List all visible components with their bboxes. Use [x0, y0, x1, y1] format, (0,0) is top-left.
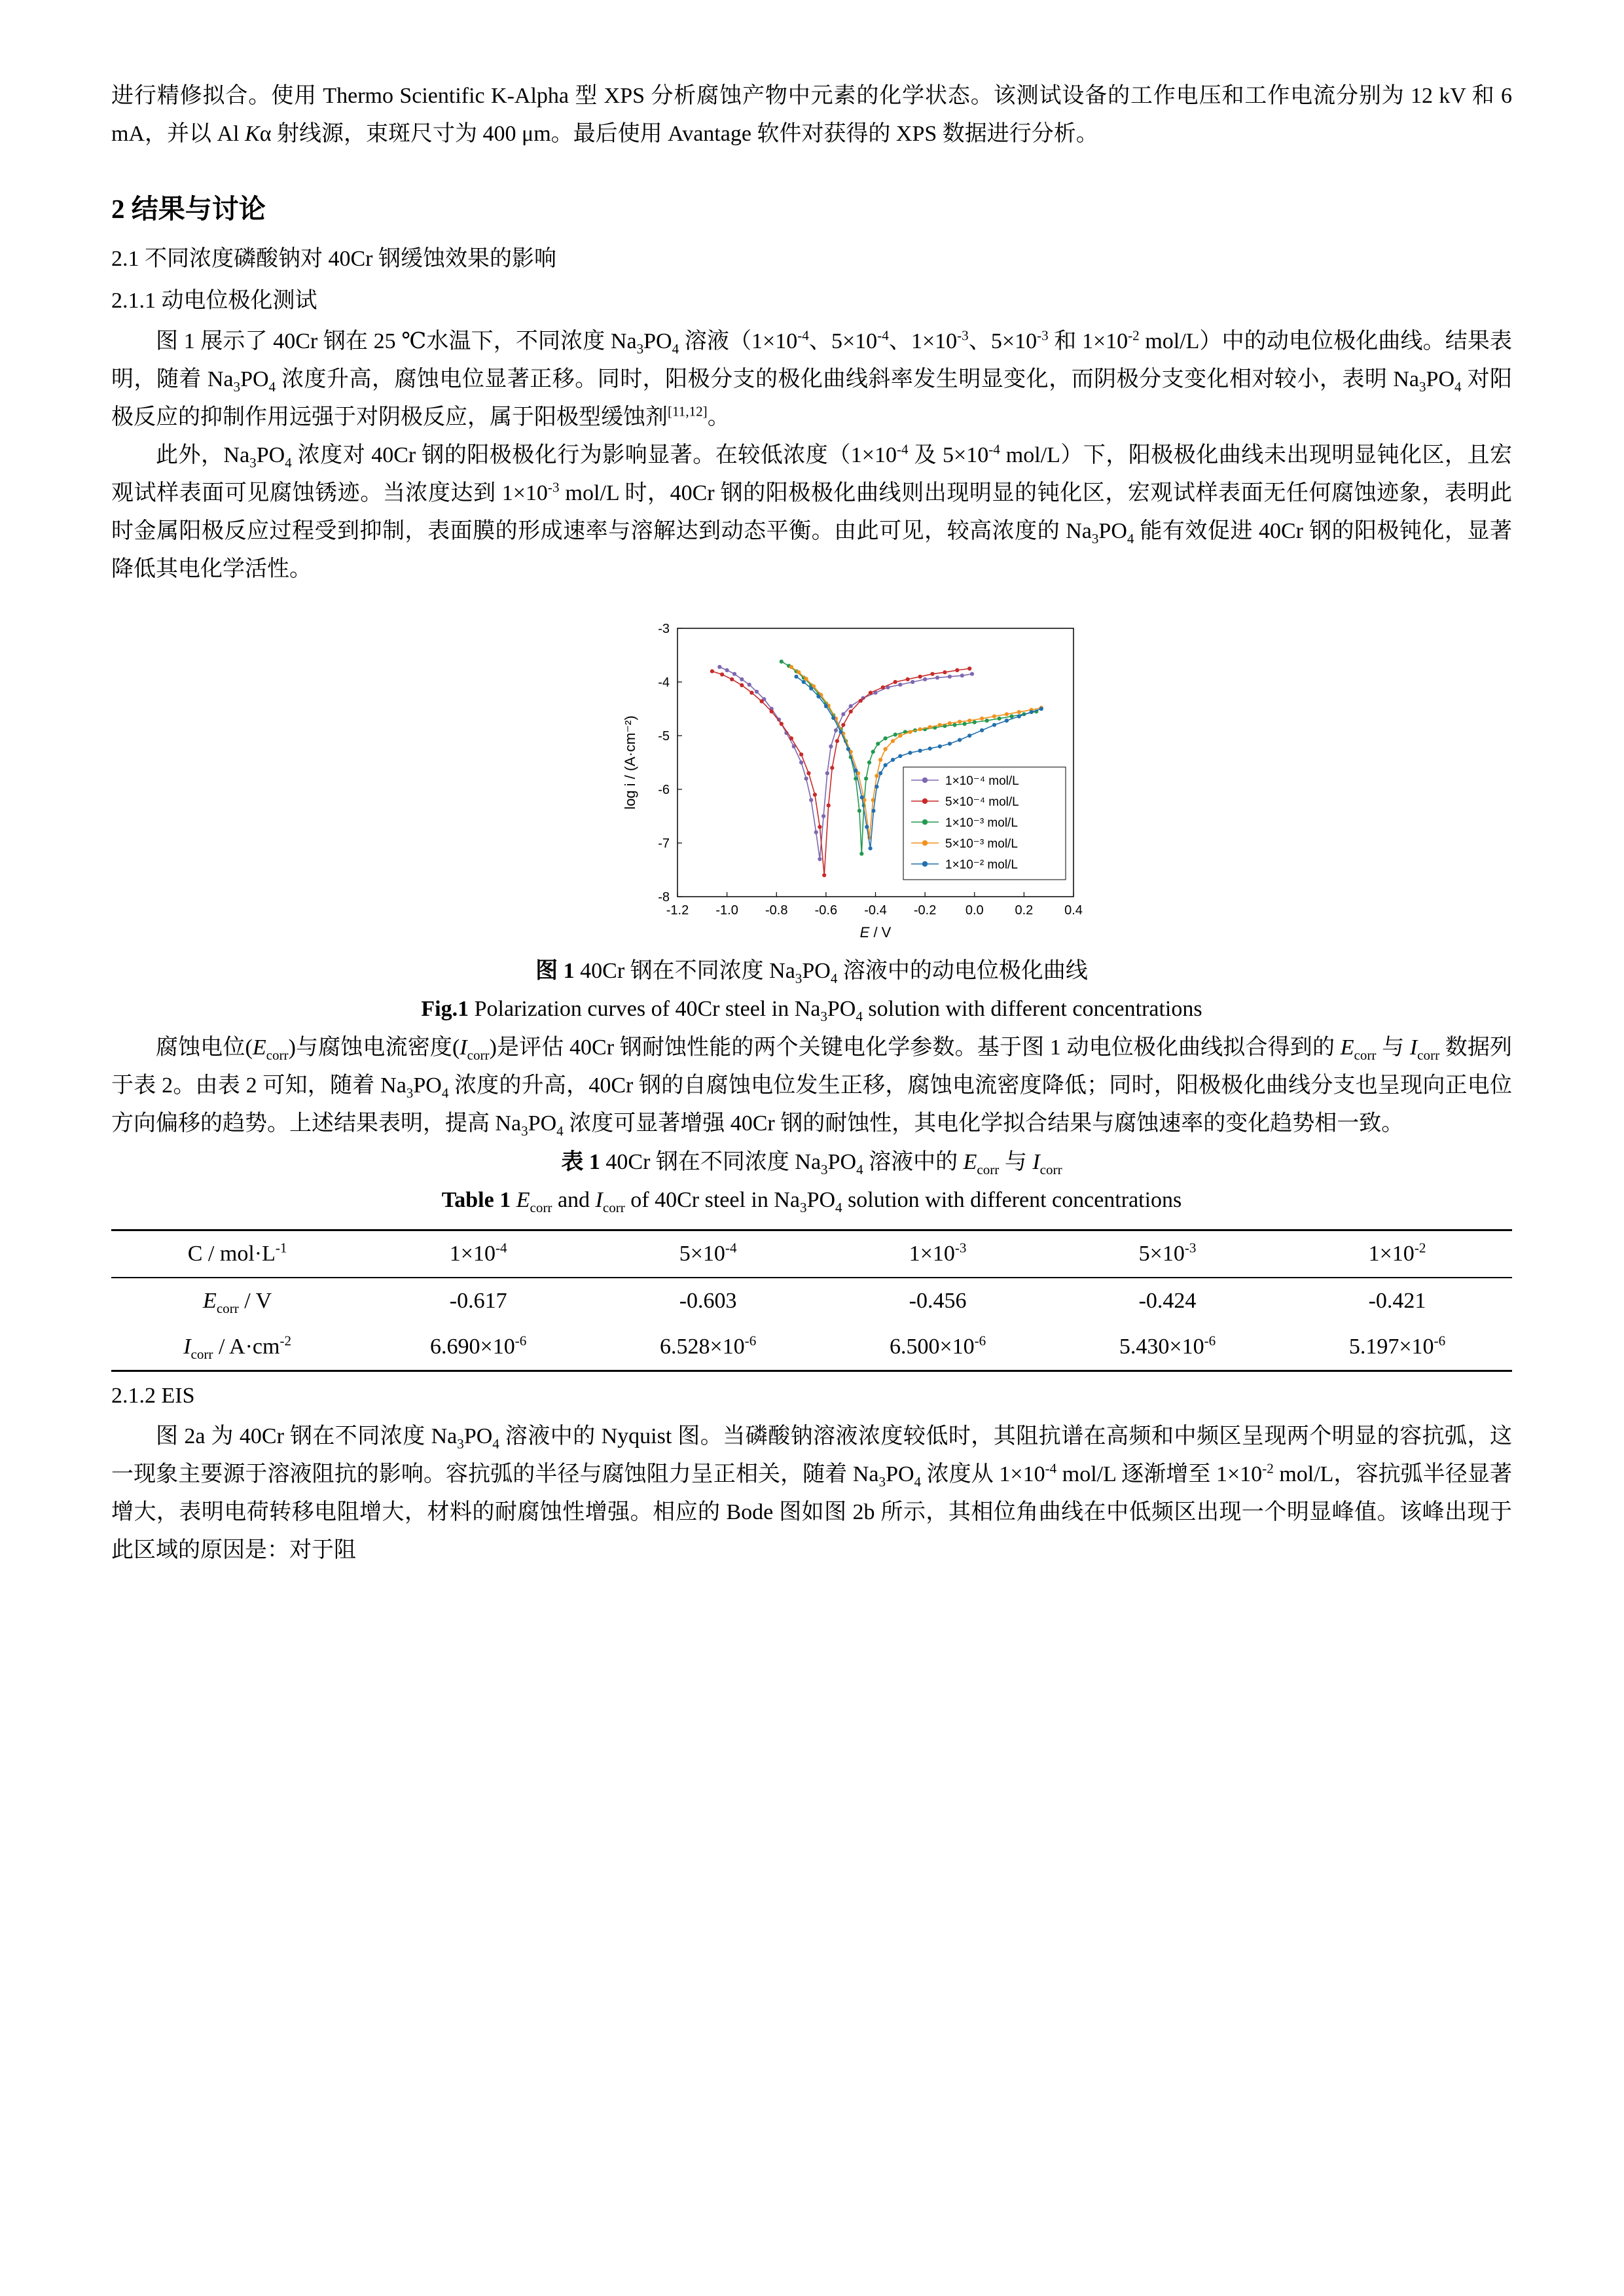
figure-1: [111, 619, 1512, 949]
svg-text:-0.6: -0.6: [814, 903, 838, 918]
svg-text:-5: -5: [658, 729, 670, 744]
table-cell: -0.603: [679, 1289, 737, 1313]
heading-section-2-1-2: 2.1.2 EIS: [111, 1384, 195, 1408]
table-header-cell: $5\times 10^{-4}$: [679, 1240, 737, 1266]
table-row: [111, 1324, 1512, 1371]
svg-text:1×10⁻⁴ mol/L: 1×10⁻⁴ mol/L: [945, 774, 1019, 788]
svg-text:5×10⁻⁴ mol/L: 5×10⁻⁴ mol/L: [945, 795, 1019, 809]
table-1-caption-en: Table 1 $E_{corr}$ and $I_{corr}$ of 40Cr steel in $Na_3PO_4$ solution with different concentrations: [441, 1188, 1182, 1215]
table-1-caption-zh: 表 1 40Cr 钢在不同浓度 $Na_3PO_4$ 溶液中的 $E_{corr}$ 与 $I_{corr}$: [561, 1150, 1062, 1177]
svg-text:log i / (A·cm⁻²): log i / (A·cm⁻²): [622, 715, 638, 810]
table-cell: $6.690\times 10^{-6}$: [430, 1333, 527, 1359]
svg-text:-4: -4: [658, 675, 670, 690]
figure-1-caption-en: Fig.1 Polarization curves of 40Cr steel in $Na_3PO_4$ solution with different concentrations: [421, 997, 1202, 1024]
table-header-cell: $1\times 10^{-3}$: [909, 1240, 967, 1266]
table-cell: -0.424: [1138, 1289, 1197, 1313]
heading-section-2-1-1: 2.1.1 动电位极化测试: [111, 289, 317, 313]
table-row: [111, 1278, 1512, 1324]
svg-text:-8: -8: [658, 890, 670, 905]
paragraph-ecorr-icorr: 腐蚀电位$(E_{corr})$与腐蚀电流密度$(I_{corr})$是评估 40Cr 钢耐蚀性能的两个关键电化学参数。基于图 1 动电位极化曲线拟合得到的 $E_{corr}$ 与 $I_{corr}$ 数据列于表 2。由表 2 可知，随着 $Na_3PO_4$ 浓度的升高，40Cr 钢的自腐蚀电位发生正移，腐蚀电流密度降低；同时，阳极极化曲线分支也呈现向正电位方向偏移的趋势。上述结果表明，提高 $Na_3PO_4$ 浓度可显著增强 40Cr 钢的耐蚀性，其电化学拟合结果与腐蚀速率的变化趋势相一致。: [111, 1035, 1513, 1139]
table-cell: $5.430\times 10^{-6}$: [1119, 1333, 1216, 1359]
heading-results-discussion: 2 结果与讨论: [111, 194, 266, 224]
svg-text:-6: -6: [658, 783, 670, 797]
table-cell: $6.528\times 10^{-6}$: [659, 1333, 757, 1359]
paragraph-eis: 图 2a 为 40Cr 钢在不同浓度 $Na_3PO_4$ 溶液中的 Nyquist 图。当磷酸钠溶液浓度较低时，其阻抗谱在高频和中频区呈现两个明显的容抗弧，这一现象主要源于溶液阻抗的影响。容抗弧的半径与腐蚀阻力呈正相关，随着 $Na_3PO_4$ 浓度从 $1\times 10^{-4}$ mol/L 逐渐增至 $1\times 10^{-2}$ mol/L，容抗弧半径显著增大，表明电荷转移电阻增大，材料的耐腐蚀性增强。相应的 Bode 图如图 2b 所示，其相位角曲线在中低频区出现一个明显峰值。该峰出现于此区域的原因是：对于阻: [111, 1424, 1512, 1562]
figure-1-inner: [615, 619, 1087, 949]
table-header-cell: $5\times 10^{-3}$: [1138, 1240, 1197, 1266]
table-cell: $I_{corr} / A\cdot cm^{-2}$: [183, 1333, 291, 1362]
svg-text:-1.2: -1.2: [666, 903, 689, 918]
table-cell: -0.421: [1368, 1289, 1426, 1313]
svg-text:-7: -7: [658, 836, 670, 851]
svg-text:0.0: 0.0: [965, 903, 984, 918]
table-header-cell: $C / mol\cdot L^{-1}$: [187, 1240, 287, 1266]
svg-text:5×10⁻³ mol/L: 5×10⁻³ mol/L: [945, 837, 1018, 851]
figure-1-caption-zh: 图 1 40Cr 钢在不同浓度 $Na_3PO_4$ 溶液中的动电位极化曲线: [535, 959, 1088, 986]
svg-text:-0.2: -0.2: [913, 903, 937, 918]
svg-text:0.2: 0.2: [1015, 903, 1034, 918]
table-cell: $5.197\times 10^{-6}$: [1348, 1333, 1446, 1359]
svg-text:-1.0: -1.0: [715, 903, 738, 918]
polarization-chart: [615, 619, 1087, 946]
table-cell: $6.500\times 10^{-6}$: [889, 1333, 986, 1359]
paragraph-xps: 进行精修拟合。使用 Thermo Scientific K-Alpha 型 XPS 分析腐蚀产物中元素的化学状态。该测试设备的工作电压和工作电流分别为 12 kV 和 6 mA，并以 Al Kα 射线源，束斑尺寸为 400 μm。最后使用 Avantage 软件对获得的 XPS 数据进行分析。: [111, 84, 1512, 146]
table-1: [111, 1229, 1512, 1372]
table-header-cell: $1\times 10^{-4}$: [449, 1240, 507, 1266]
table-header-cell: $1\times 10^{-2}$: [1368, 1240, 1426, 1266]
svg-text:-3: -3: [658, 622, 670, 636]
table-header-row: [111, 1230, 1512, 1278]
heading-section-2-1: 2.1 不同浓度磷酸钠对 40Cr 钢缓蚀效果的影响: [111, 247, 556, 271]
svg-text:-0.4: -0.4: [864, 903, 887, 918]
svg-text:-0.8: -0.8: [765, 903, 788, 918]
svg-text:1×10⁻² mol/L: 1×10⁻² mol/L: [945, 858, 1018, 872]
table-cell: -0.617: [449, 1289, 507, 1313]
paragraph-passivation: 此外，$Na_3PO_4$ 浓度对 40Cr 钢的阳极极化行为影响显著。在较低浓度（$1\times 10^{-4}$ 及 $5\times 10^{-4}$ mol/L）下，阳极极化曲线未出现明显钝化区，且宏观试样表面可见腐蚀锈迹。当浓度达到 $1\times 10^{-3}$ mol/L 时，40Cr 钢的阳极极化曲线则出现明显的钝化区，宏观试样表面无任何腐蚀迹象，表明此时金属阳极反应过程受到抑制，表面膜的形成速率与溶解达到动态平衡。由此可见，较高浓度的 $Na_3PO_4$ 能有效促进 40Cr 钢的阳极钝化，显著降低其电化学活性。: [111, 441, 1512, 581]
table-cell: -0.456: [909, 1289, 967, 1313]
paragraph-fig1-intro: 图 1 展示了 40Cr 钢在 25 ℃水温下，不同浓度 $Na_3PO_4$ 溶液（$1\times 10^{-4}$、$5\times 10^{-4}$、$1\times 10^{-3}$、$5\times 10^{-3}$ 和 $1\times 10^{-2}$ mol/L）中的动电位极化曲线。结果表明，随着 $Na_3PO_4$ 浓度升高，腐蚀电位显著正移。同时，阳极分支的极化曲线斜率发生明显变化，而阴极分支变化相对较小，表明 $Na_3PO_4$ 对阳极反应的抑制作用远强于对阴极反应，属于阳极型缓蚀剂[11,12]。: [111, 327, 1512, 429]
svg-text:0.4: 0.4: [1064, 903, 1083, 918]
svg-text:E / V: E / V: [859, 924, 892, 941]
svg-text:1×10⁻³ mol/L: 1×10⁻³ mol/L: [945, 816, 1018, 830]
table-cell: $E_{corr}$ / V: [203, 1289, 272, 1316]
